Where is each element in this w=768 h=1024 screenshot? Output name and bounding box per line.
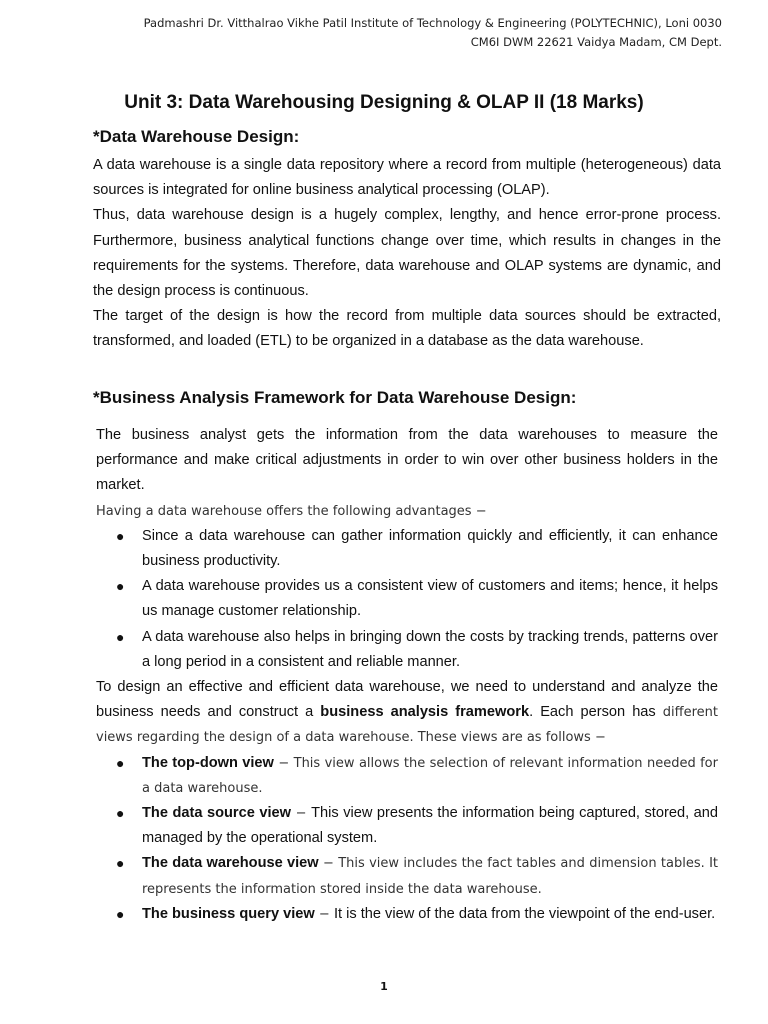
page-header xyxy=(82,14,722,52)
paragraph: Thus, data warehouse design is a hugely complex, lengthy, and hence error-prone process. Furthermore, business analytical functions change over time, which results in changes in the requirements for the systems. Therefore, data warehouse and OLAP systems are dynamic, and the design process is continuous. xyxy=(93,207,721,300)
section-dw-design-body xyxy=(93,153,721,355)
paragraph: The business analyst gets the information from the data warehouses to measure the performance and make critical adjustments in order to win over other business holders in the market. xyxy=(96,427,718,494)
document-title: Unit 3: Data Warehousing Designing & OLAP II (18 Marks) xyxy=(124,92,644,113)
list-item: ● A data warehouse provides us a consistent view of customers and items; hence, it helps us manage customer relationship. xyxy=(96,574,718,624)
bullet-icon: ● xyxy=(116,628,125,645)
views-list xyxy=(96,751,718,927)
section-heading-business-framework: *Business Analysis Framework for Data Warehouse Design: xyxy=(93,388,577,407)
header-institute: Padmashri Dr. Vitthalrao Vikhe Patil Institute of Technology & Engineering (POLYTECHNIC), Loni 0030 xyxy=(143,16,722,30)
section-heading-dw-design: *Data Warehouse Design: xyxy=(93,127,300,146)
list-item: ● The data warehouse view − This view includes the fact tables and dimension tables. It represents the information stored inside the data warehouse. xyxy=(96,851,718,901)
list-item: ● Since a data warehouse can gather information quickly and efficiently, it can enhance business productivity. xyxy=(96,524,718,574)
list-item: ● The data source view − This view presents the information being captured, stored, and managed by the operational system. xyxy=(96,801,718,851)
bullet-icon: ● xyxy=(116,805,125,822)
advantages-list xyxy=(96,524,718,675)
section-business-framework-body xyxy=(96,423,718,927)
page-number: 1 xyxy=(380,980,388,993)
advantages-intro: Having a data warehouse offers the following advantages − xyxy=(96,503,487,519)
bold-term: business analysis framework xyxy=(320,704,530,721)
paragraph: A data warehouse is a single data repository where a record from multiple (heterogeneous) data sources is integrated for online business analytical processing (OLAP). xyxy=(93,157,721,199)
list-item: ● The top-down view − This view allows the selection of relevant information needed for a data warehouse. xyxy=(96,751,718,801)
list-item: ● A data warehouse also helps in bringing down the costs by tracking trends, patterns over a long period in a consistent and reliable manner. xyxy=(96,625,718,675)
paragraph-framework: To design an effective and efficient data warehouse, we need to understand and analyze the business needs and construct a business analysis framework. Each person has different views regarding the design of a data warehouse. These views are as follows − xyxy=(96,679,718,746)
bullet-icon: ● xyxy=(116,905,125,922)
bullet-icon: ● xyxy=(116,855,125,872)
bullet-icon: ● xyxy=(116,578,125,595)
paragraph: The target of the design is how the record from multiple data sources should be extracted, transformed, and loaded (ETL) to be organized in a database as the data warehouse. xyxy=(93,308,721,350)
list-item: ● The business query view − It is the view of the data from the viewpoint of the end-user. xyxy=(96,902,718,927)
bullet-icon: ● xyxy=(116,527,125,544)
bullet-icon: ● xyxy=(116,754,125,771)
header-course: CM6I DWM 22621 Vaidya Madam, CM Dept. xyxy=(470,35,722,49)
